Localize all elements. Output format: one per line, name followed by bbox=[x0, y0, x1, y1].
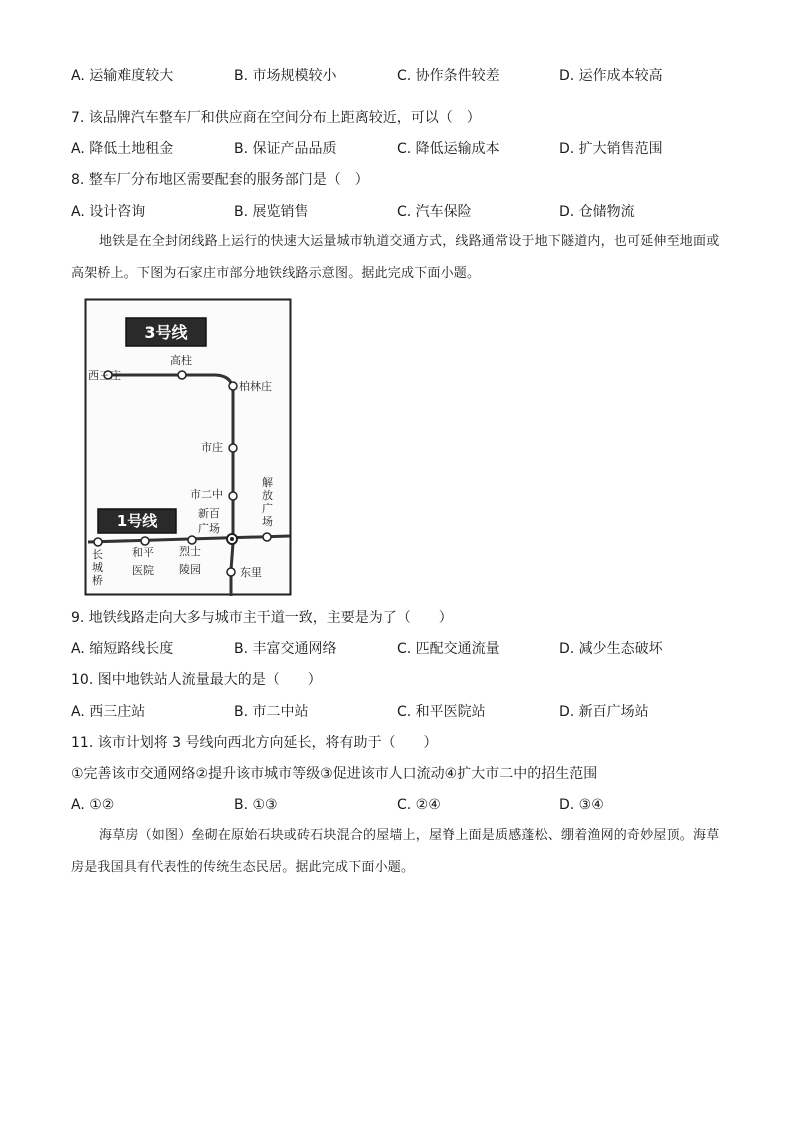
station-shierzhong bbox=[229, 492, 237, 500]
q6-option-d: D. 运作成本较高 bbox=[559, 68, 663, 84]
q8-stem: 8. 整车厂分布地区需要配套的服务部门是（ ） bbox=[71, 172, 369, 188]
station-lieshilingyuan bbox=[188, 536, 196, 544]
label-bolinzhuang: 柏林庄 bbox=[239, 380, 272, 393]
label-jiefang-3: 广 bbox=[262, 502, 273, 515]
q6-option-a: A. 运输难度较大 bbox=[71, 68, 174, 84]
station-jiefangguangchang bbox=[263, 533, 271, 541]
q10-option-c: C. 和平医院站 bbox=[397, 704, 486, 720]
passage-metro: 地铁是在全封闭线路上运行的快速大运量城市轨道交通方式，线路通常设于地下隧道内，也可延伸至地面或高架桥上。下图为石家庄市部分地铁线路示意图。据此完成下面小题。 bbox=[71, 234, 720, 281]
q9-stem: 9. 地铁线路走向大多与城市主干道一致，主要是为了（ ） bbox=[71, 610, 453, 626]
station-xinbai-inner bbox=[230, 537, 234, 541]
line1-label: 1号线 bbox=[116, 512, 158, 530]
metro-map-figure bbox=[84, 298, 292, 596]
station-changchengqiao bbox=[94, 538, 102, 546]
q9-option-d: D. 减少生态破坏 bbox=[559, 641, 663, 657]
q9-option-c: C. 匹配交通流量 bbox=[397, 641, 500, 657]
label-jiefang-1: 解 bbox=[262, 476, 273, 489]
q7-option-a: A. 降低土地租金 bbox=[71, 141, 174, 157]
q11-stem: 11. 该市计划将 3 号线向西北方向延长，将有助于（ ） bbox=[71, 735, 438, 751]
label-xisanzhuang: 西三庄 bbox=[88, 369, 121, 382]
label-lieshi-2: 陵园 bbox=[179, 563, 201, 576]
q10-option-b: B. 市二中站 bbox=[234, 704, 309, 720]
station-hepingyiyuan bbox=[141, 537, 149, 545]
label-dongli: 东里 bbox=[240, 566, 262, 579]
q8-option-c: C. 汽车保险 bbox=[397, 204, 472, 220]
q11-option-c: C. ②④ bbox=[397, 797, 441, 813]
q7-option-c: C. 降低运输成本 bbox=[397, 141, 500, 157]
q10-stem: 10. 图中地铁站人流量最大的是（ ） bbox=[71, 672, 322, 688]
label-changcheng-3: 桥 bbox=[92, 574, 103, 587]
line3-label: 3号线 bbox=[144, 323, 188, 342]
label-jiefang-4: 场 bbox=[262, 515, 273, 528]
label-gaozhu: 高柱 bbox=[170, 354, 192, 367]
q9-option-a: A. 缩短路线长度 bbox=[71, 641, 174, 657]
label-jiefang-2: 放 bbox=[262, 489, 273, 502]
q7-option-b: B. 保证产品品质 bbox=[234, 141, 337, 157]
station-bolinzhuang bbox=[229, 382, 237, 390]
label-shizhuang: 市庄 bbox=[201, 441, 223, 454]
passage-seaweed-house: 海草房（如图）垒砌在原始石块或砖石块混合的屋墙上，屋脊上面是质感蓬松、绷着渔网的奇妙屋顶。海草房是我国具有代表性的传统生态民居。据此完成下面小题。 bbox=[71, 828, 720, 875]
q8-option-b: B. 展览销售 bbox=[234, 204, 309, 220]
label-shierzhong: 市二中 bbox=[190, 488, 223, 501]
q10-option-d: D. 新百广场站 bbox=[559, 704, 649, 720]
q6-option-b: B. 市场规模较小 bbox=[234, 68, 337, 84]
q7-option-d: D. 扩大销售范围 bbox=[559, 141, 663, 157]
q8-option-a: A. 设计咨询 bbox=[71, 204, 146, 220]
label-changcheng-2: 城 bbox=[92, 561, 103, 574]
label-changcheng-1: 长 bbox=[92, 548, 103, 561]
station-shizhuang bbox=[229, 444, 237, 452]
label-xinbai-1: 新百 bbox=[198, 507, 220, 520]
metro-map-svg bbox=[84, 298, 292, 596]
q6-option-c: C. 协作条件较差 bbox=[397, 68, 500, 84]
q10-option-a: A. 西三庄站 bbox=[71, 704, 146, 720]
label-xinbai-2: 广场 bbox=[198, 522, 220, 535]
station-dongli bbox=[227, 568, 235, 576]
q11-option-d: D. ③④ bbox=[559, 797, 604, 813]
label-heping-1: 和平 bbox=[132, 546, 154, 559]
q8-option-d: D. 仓储物流 bbox=[559, 204, 635, 220]
q7-stem: 7. 该品牌汽车整车厂和供应商在空间分布上距离较近，可以（ ） bbox=[71, 110, 481, 126]
q9-option-b: B. 丰富交通网络 bbox=[234, 641, 337, 657]
q11-statements: ①完善该市交通网络②提升该市城市等级③促进该市人口流动④扩大市二中的招生范围 bbox=[71, 766, 598, 782]
label-heping-2: 医院 bbox=[132, 564, 154, 577]
q11-option-a: A. ①② bbox=[71, 797, 115, 813]
q11-option-b: B. ①③ bbox=[234, 797, 278, 813]
label-lieshi-1: 烈士 bbox=[179, 545, 201, 558]
station-gaozhu bbox=[178, 371, 186, 379]
